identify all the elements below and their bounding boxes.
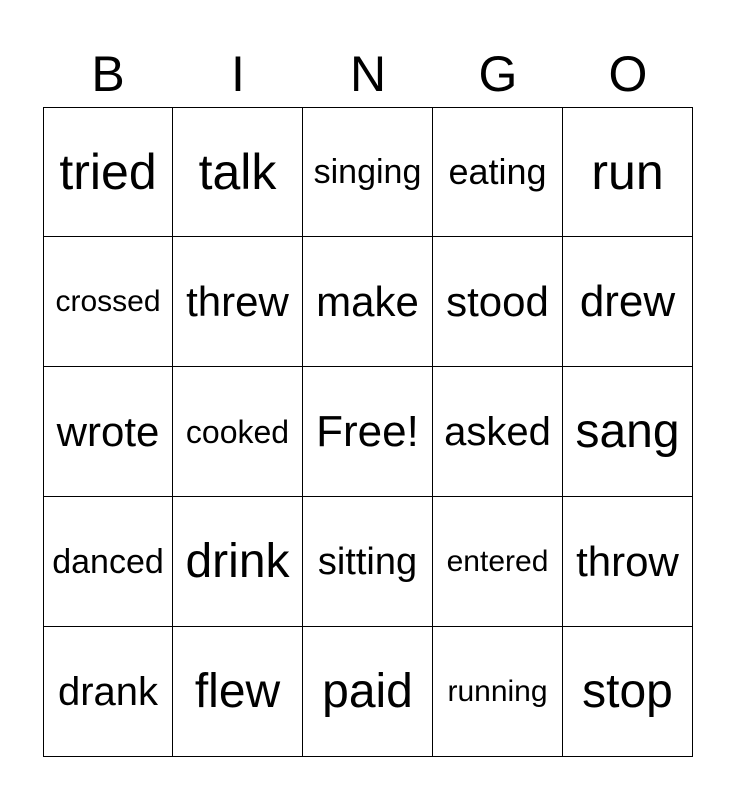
bingo-board bbox=[43, 107, 693, 757]
bingo-cell: wrote bbox=[43, 367, 173, 497]
bingo-cell: paid bbox=[303, 627, 433, 757]
bingo-cell: talk bbox=[173, 107, 303, 237]
free-space-cell: Free! bbox=[303, 367, 433, 497]
header-letter-i: I bbox=[231, 46, 245, 102]
header-letter-o: O bbox=[608, 46, 648, 102]
bingo-cell: sang bbox=[563, 367, 693, 497]
bingo-header bbox=[43, 44, 693, 104]
bingo-cell: danced bbox=[43, 497, 173, 627]
bingo-cell: cooked bbox=[173, 367, 303, 497]
bingo-cell: drink bbox=[173, 497, 303, 627]
header-letter-n: N bbox=[349, 46, 387, 102]
bingo-cell: run bbox=[563, 107, 693, 237]
bingo-cell: stop bbox=[563, 627, 693, 757]
bingo-cell: stood bbox=[433, 237, 563, 367]
bingo-cell: tried bbox=[43, 107, 173, 237]
header-letter-g: G bbox=[478, 46, 518, 102]
bingo-cell: threw bbox=[173, 237, 303, 367]
bingo-cell: singing bbox=[303, 107, 433, 237]
bingo-cell: drew bbox=[563, 237, 693, 367]
bingo-cell: asked bbox=[433, 367, 563, 497]
header-letter-b: B bbox=[91, 46, 125, 102]
bingo-cell: eating bbox=[433, 107, 563, 237]
bingo-cell: running bbox=[433, 627, 563, 757]
bingo-cell: entered bbox=[433, 497, 563, 627]
bingo-cell: sitting bbox=[303, 497, 433, 627]
bingo-cell: flew bbox=[173, 627, 303, 757]
bingo-cell: make bbox=[303, 237, 433, 367]
bingo-cell: drank bbox=[43, 627, 173, 757]
bingo-cell: crossed bbox=[43, 237, 173, 367]
bingo-cell: throw bbox=[563, 497, 693, 627]
